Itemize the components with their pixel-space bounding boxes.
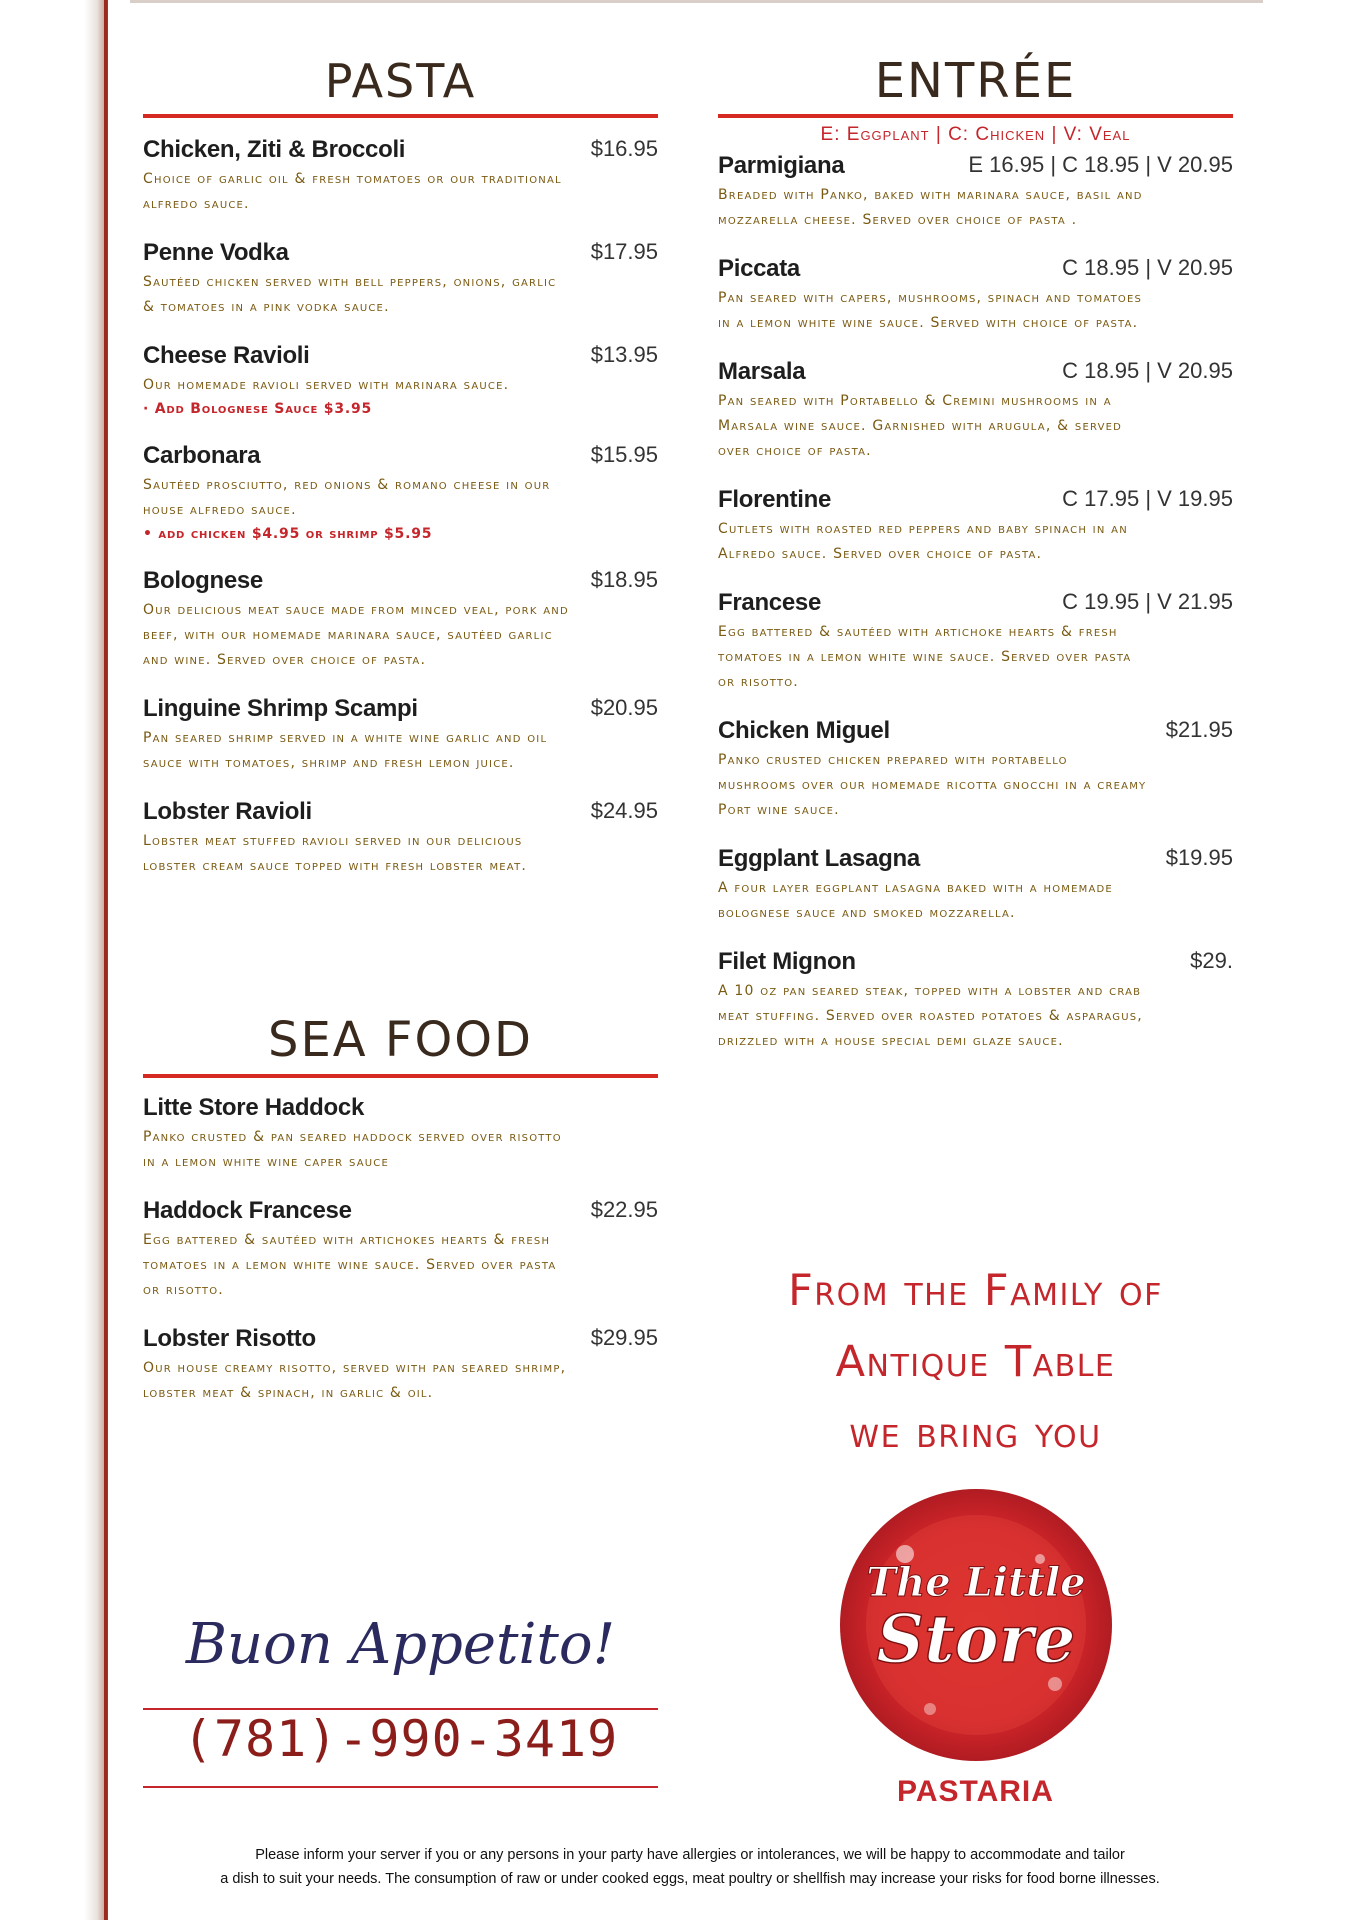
item-name: Cheese Ravioli <box>143 342 310 369</box>
item-price: C 18.95 | V 20.95 <box>1062 358 1233 383</box>
menu-item <box>143 695 658 776</box>
item-description: Our homemade ravioli served with marinara sauce. <box>143 377 510 393</box>
menu-item <box>718 717 1233 823</box>
seafood-list <box>143 1094 658 1406</box>
menu-item <box>143 1094 658 1175</box>
item-description: Egg battered & sautéed with artichoke hearts & fresh tomatoes in a lemon white wine sauce. Served over pasta or risotto. <box>718 624 1132 690</box>
item-name: Florentine <box>718 486 832 513</box>
item-price: $13.95 <box>590 342 658 367</box>
item-price: E 16.95 | C 18.95 | V 20.95 <box>968 152 1233 177</box>
promo-line-2: Antique Table <box>835 1337 1116 1387</box>
item-name: Penne Vodka <box>143 239 289 266</box>
menu-item <box>143 442 658 545</box>
left-border <box>104 0 107 1920</box>
item-name: Bolognese <box>143 567 263 594</box>
brand-stamp-logo <box>835 1484 1117 1766</box>
item-description: A 10 oz pan seared steak, topped with a lobster and crab meat stuffing. Served over roasted potatoes & asparagus, drizzled with a house special demi glaze sauce. <box>718 983 1143 1049</box>
item-price: $24.95 <box>590 798 658 823</box>
seafood-heading: SEA FOOD <box>267 1012 534 1068</box>
menu-item <box>718 589 1233 695</box>
disclaimer-line-2: a dish to suit your needs. The consumption of raw or under cooked eggs, meat poultry or shellfish may increase your risks for food borne illnesses. <box>220 1871 1160 1887</box>
phone-number[interactable]: (781)-990-3419 <box>182 1710 619 1768</box>
disclaimer-line-1: Please inform your server if you or any persons in your party have allergies or intolerances, we will be happy to accommodate and tailor <box>255 1847 1125 1863</box>
item-name: Marsala <box>718 358 806 385</box>
item-name: Chicken, Ziti & Broccoli <box>143 136 406 163</box>
logo-text-line-2: Store <box>876 1600 1076 1678</box>
item-description: Lobster meat stuffed ravioli served in our delicious lobster cream sauce topped with fresh lobster meat. <box>143 833 528 874</box>
menu-item <box>718 486 1233 567</box>
seafood-rule <box>143 1074 658 1078</box>
item-addon: · Add Bolognese Sauce $3.95 <box>143 401 373 417</box>
menu-item <box>143 798 658 879</box>
item-name: Lobster Risotto <box>143 1325 316 1352</box>
item-addon: • add chicken $4.95 or shrimp $5.95 <box>143 526 433 542</box>
promo-line-3: we bring you <box>849 1408 1102 1458</box>
menu-item <box>143 567 658 673</box>
item-price: $15.95 <box>590 442 658 467</box>
pasta-rule <box>143 114 658 118</box>
menu-item <box>143 342 658 420</box>
item-price: $22.95 <box>590 1197 658 1222</box>
logo-text-line-1: The Little <box>866 1559 1086 1606</box>
item-description: A four layer eggplant lasagna baked with a homemade bolognese sauce and smoked mozzarella. <box>718 880 1113 921</box>
menu-item <box>143 1197 658 1303</box>
allergy-disclaimer <box>140 1843 1240 1891</box>
pastaria-label: PASTARIA <box>897 1775 1054 1808</box>
item-price: C 19.95 | V 21.95 <box>1062 589 1233 614</box>
top-border <box>130 0 1263 3</box>
item-name: Eggplant Lasagna <box>718 845 920 872</box>
item-price: $17.95 <box>590 239 658 264</box>
menu-item <box>718 948 1233 1054</box>
entree-list <box>718 152 1233 1054</box>
item-price: $29.95 <box>590 1325 658 1350</box>
item-description: Choice of garlic oil & fresh tomatoes or our traditional alfredo sauce. <box>143 171 562 212</box>
item-description: Pan seared with Portabello & Cremini mushrooms in a Marsala wine sauce. Garnished with arugula, & served over choice of pasta. <box>718 393 1123 459</box>
seafood-section <box>143 1008 658 1428</box>
item-name: Filet Mignon <box>718 948 856 975</box>
promo-block <box>718 1266 1233 1458</box>
item-description: Cutlets with roasted red peppers and baby spinach in an Alfredo sauce. Served over choice of pasta. <box>718 521 1128 562</box>
item-description: Breaded with Panko, baked with marinara sauce, basil and mozzarella cheese. Served over choice of pasta . <box>718 187 1143 228</box>
item-description: Sautéed chicken served with bell peppers, onions, garlic & tomatoes in a pink vodka sauce. <box>143 274 557 315</box>
item-price: $21.95 <box>1165 717 1233 742</box>
item-name: Francese <box>718 589 821 616</box>
item-description: Sautéed prosciutto, red onions & romano cheese in our house alfredo sauce. <box>143 477 551 518</box>
menu-item <box>143 1325 658 1406</box>
item-description: Egg battered & sautéed with artichokes hearts & fresh tomatoes in a lemon white wine sauce. Served over pasta or risotto. <box>143 1232 557 1298</box>
item-price: C 17.95 | V 19.95 <box>1062 486 1233 511</box>
item-name: Carbonara <box>143 442 261 469</box>
entree-heading: ENTRÉE <box>874 53 1077 109</box>
item-name: Parmigiana <box>718 152 845 179</box>
phone-rule-bottom <box>143 1786 658 1788</box>
item-name: Haddock Francese <box>143 1197 352 1224</box>
item-price: $20.95 <box>590 695 658 720</box>
entree-rule <box>718 114 1233 118</box>
item-price: $29. <box>1190 948 1233 973</box>
item-description: Panko crusted chicken prepared with portabello mushrooms over our homemade ricotta gnocchi in a creamy Port wine sauce. <box>718 752 1147 818</box>
item-price: $19.95 <box>1165 845 1233 870</box>
item-description: Our delicious meat sauce made from minced veal, pork and beef, with our homemade marinara sauce, sautéed garlic and wine. Served over choice of pasta. <box>143 602 569 668</box>
buon-appetito: Buon Appetito! <box>185 1612 616 1677</box>
item-price: $16.95 <box>590 136 658 161</box>
item-name: Lobster Ravioli <box>143 798 312 825</box>
page-edge-shadow <box>0 0 108 1920</box>
entree-legend: E: Eggplant | C: Chicken | V: Veal <box>820 124 1131 145</box>
item-name: Linguine Shrimp Scampi <box>143 695 418 722</box>
item-description: Panko crusted & pan seared haddock served over risotto in a lemon white wine caper sauce <box>143 1129 562 1170</box>
menu-item <box>718 255 1233 336</box>
item-name: Piccata <box>718 255 800 282</box>
menu-item <box>143 136 658 217</box>
pasta-list <box>143 136 658 879</box>
menu-item <box>718 358 1233 464</box>
pasta-section <box>143 50 658 901</box>
promo-line-1: From the Family of <box>788 1266 1163 1316</box>
menu-item <box>718 152 1233 233</box>
menu-item <box>143 239 658 320</box>
item-description: Our house creamy risotto, served with pan seared shrimp, lobster meat & spinach, in garlic & oil. <box>143 1360 567 1401</box>
pasta-heading: PASTA <box>324 54 477 108</box>
entree-section <box>718 50 1233 1076</box>
item-price: C 18.95 | V 20.95 <box>1062 255 1233 280</box>
item-name: Chicken Miguel <box>718 717 890 744</box>
item-description: Pan seared shrimp served in a white wine garlic and oil sauce with tomatoes, shrimp and fresh lemon juice. <box>143 730 548 771</box>
item-description: Pan seared with capers, mushrooms, spinach and tomatoes in a lemon white wine sauce. Served with choice of pasta. <box>718 290 1143 331</box>
menu-item <box>718 845 1233 926</box>
item-price: $18.95 <box>590 567 658 592</box>
item-name: Litte Store Haddock <box>143 1094 364 1121</box>
